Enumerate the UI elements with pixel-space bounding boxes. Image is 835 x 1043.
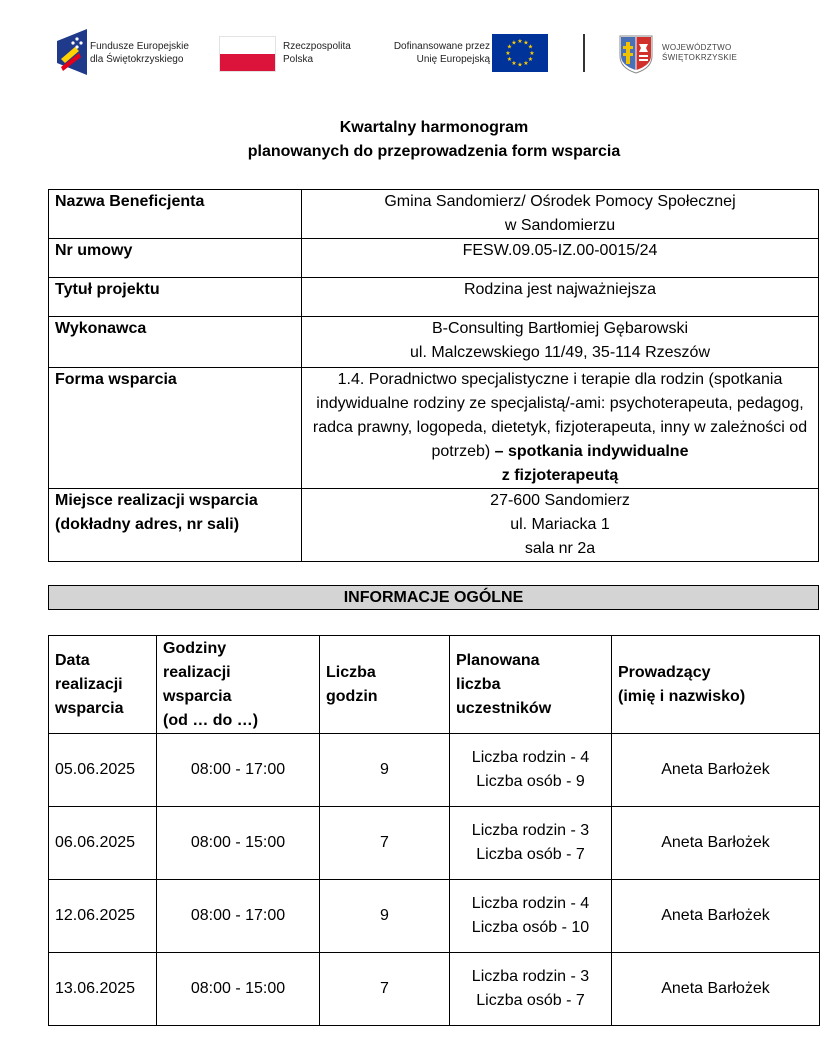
pl-line-1: Rzeczpospolita [283,41,351,52]
info-label: Nr umowy [49,239,302,278]
svg-text:★: ★ [527,56,534,63]
cell-leader: Aneta Barłożek [612,953,820,1026]
info-value [302,317,819,368]
header-leader [612,636,820,734]
header-text: Godziny [163,639,227,657]
participants-families: Liczba rodzin - 4 [471,895,590,912]
schedule-row [49,880,820,953]
svg-text:★: ★ [517,61,523,69]
header-hours [157,636,320,734]
header-text: wsparcia [163,687,232,705]
cell-hours: 08:00 - 17:00 [157,880,320,953]
fundusze-europejskie-text [90,40,210,66]
header-text: realizacji [163,663,231,681]
schedule-header-row [49,636,820,734]
cell-hour-count: 9 [320,734,450,807]
info-value: FESW.09.05-IZ.00-0015/24 [302,239,819,278]
miejsce-label-line-2: (dokładny adres, nr sali) [55,516,240,533]
wojewodztwo-text [662,43,752,63]
cell-date: 06.06.2025 [49,807,157,880]
info-label: Forma wsparcia [49,368,302,489]
header-text: Liczba [326,663,376,681]
info-row-wykonawca [49,317,819,368]
fe-line-1: Fundusze Europejskie [90,41,189,52]
header-participants [450,636,612,734]
eu-line-1: Dofinansowane przez [393,41,490,52]
info-label: Tytuł projektu [49,278,302,317]
info-row-miejsce [49,489,819,562]
info-label: Nazwa Beneficjenta [49,190,302,239]
cell-hour-count: 7 [320,953,450,1026]
header-text: realizacji [55,675,123,693]
svg-text:★: ★ [529,50,535,57]
participants-families: Liczba rodzin - 4 [471,749,590,766]
cell-hours: 08:00 - 15:00 [157,807,320,880]
info-value [302,190,819,239]
cell-date: 05.06.2025 [49,734,157,807]
participants-families: Liczba rodzin - 3 [471,822,590,839]
info-label: Wykonawca [49,317,302,368]
svg-text:★: ★ [523,60,529,67]
miejsce-value-line-3: sala nr 2a [524,540,596,557]
cell-hours: 08:00 - 15:00 [157,953,320,1026]
flag-white-stripe [220,37,275,54]
forma-value-text: 1.4. Poradnictwo specjalistyczne i terapie dla rodzin (spotkania indywidualne rodziny ze specjalistą/-ami: psychoterapeuta, pedagog, radca prawny, logopeda, dietetyk, fizjoterapeuta, inny w zależności od potrzeb) [312,371,808,460]
cell-hour-count: 9 [320,880,450,953]
header-text: (od … do …) [163,711,259,729]
flag-red-stripe [220,54,275,71]
eu-line-2: Unię Europejską [416,54,490,65]
logo-bar [0,0,835,100]
header-text: (imię i nazwisko) [618,687,746,705]
title-line-1: Kwartalny harmonogram [339,119,529,136]
schedule-row [49,734,820,807]
svg-text:★: ★ [505,50,511,57]
info-value [302,489,819,562]
info-row-beneficjent [49,190,819,239]
document-title [0,116,835,164]
beneficjent-value-line-1: Gmina Sandomierz/ Ośrodek Pomocy Społecznej [384,193,736,210]
header-text: Planowana [456,651,540,669]
participants-families: Liczba rodzin - 3 [471,968,590,985]
pl-line-2: Polska [283,54,314,65]
info-row-umowa [49,239,819,278]
info-value: Rodzina jest najważniejsza [302,278,819,317]
forma-value-bold-1: – spotkania indywidualne [494,443,689,460]
participants-persons: Liczba osób - 7 [476,846,585,863]
forma-value-bold-2: z fizjoterapeutą [501,467,619,484]
header-text: wsparcia [55,699,124,717]
ws-line-1: WOJEWÓDZTWO [662,43,732,52]
miejsce-value-line-1: 27-600 Sandomierz [490,492,630,509]
header-text: uczestników [456,699,552,717]
wykonawca-value-line-1: B-Consulting Bartłomiej Gębarowski [431,320,689,337]
schedule-row [49,807,820,880]
logo-divider [583,34,585,72]
cell-leader: Aneta Barłożek [612,880,820,953]
svg-text:★: ★ [527,43,534,51]
svg-text:★: ★ [506,56,513,63]
participants-persons: Liczba osób - 7 [476,992,585,1009]
svg-text:★: ★ [511,60,517,67]
eu-funding-text [380,40,490,66]
header-text: Data [55,651,90,669]
project-info-table [48,189,819,562]
cell-participants [450,807,612,880]
cell-hour-count: 7 [320,807,450,880]
beneficjent-value-line-2: w Sandomierzu [504,217,616,234]
header-text: liczba [456,675,501,693]
fe-line-2: dla Świętokrzyskiego [90,54,184,65]
info-value [302,368,819,489]
info-row-tytul [49,278,819,317]
svg-text:★: ★ [511,39,517,47]
rzeczpospolita-text [283,40,363,66]
wykonawca-value-line-2: ul. Malczewskiego 11/49, 35-114 Rzeszów [410,344,710,361]
section-header-general-info: INFORMACJE OGÓLNE [48,585,819,610]
miejsce-label-line-1: Miejsce realizacji wsparcia [55,492,258,509]
cell-hours: 08:00 - 17:00 [157,734,320,807]
header-hour-count [320,636,450,734]
cell-leader: Aneta Barłożek [612,807,820,880]
cell-date: 13.06.2025 [49,953,157,1026]
participants-persons: Liczba osób - 10 [471,919,590,936]
schedule-table [48,635,820,1026]
info-label [49,489,302,562]
title-line-2: planowanych do przeprowadzenia form wsparcia [247,143,621,160]
schedule-row [49,953,820,1026]
info-row-forma [49,368,819,489]
fundusze-europejskie-logo [57,29,87,75]
svg-text:★: ★ [523,39,529,47]
svg-text:★: ★ [517,38,523,45]
svg-text:★: ★ [506,43,513,51]
cell-date: 12.06.2025 [49,880,157,953]
miejsce-value-line-2: ul. Mariacka 1 [510,516,610,533]
eu-flag-icon [492,34,548,72]
cell-participants [450,880,612,953]
ws-line-2: ŚWIĘTOKRZYSKIE [662,53,738,62]
cell-participants [450,734,612,807]
cell-participants [450,953,612,1026]
polish-flag-icon [219,36,276,72]
cell-leader: Aneta Barłożek [612,734,820,807]
header-date [49,636,157,734]
header-text: Prowadzący [618,663,711,681]
participants-persons: Liczba osób - 9 [476,773,585,790]
header-text: godzin [326,687,378,705]
wojewodztwo-coat-of-arms-icon [618,34,654,74]
